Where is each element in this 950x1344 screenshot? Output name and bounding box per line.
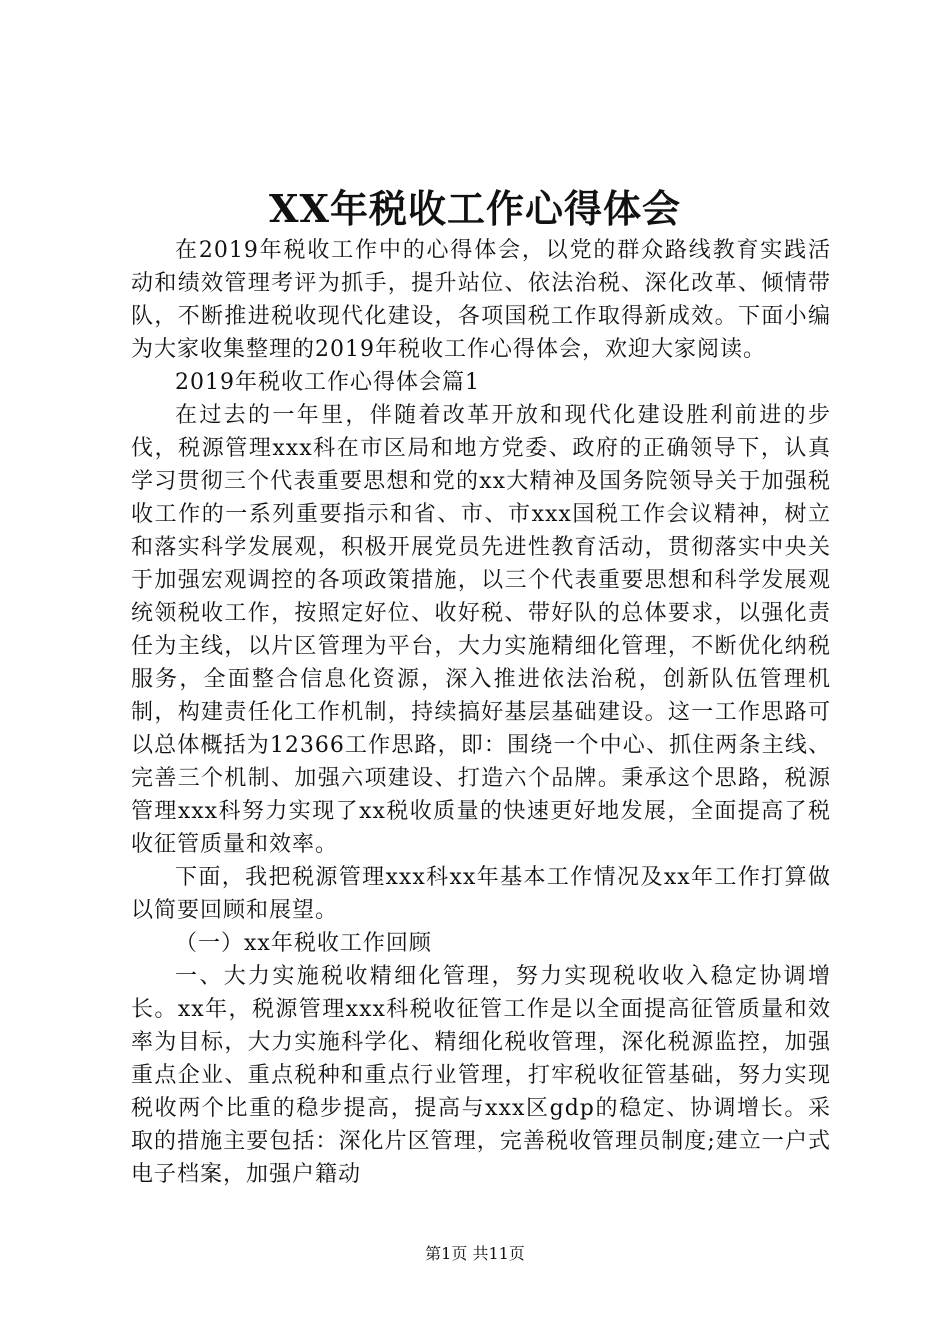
paragraph-subtitle: 2019年税收工作心得体会篇1 [175,370,480,395]
paragraph-section-one: 一、大力实施税收精细化管理，努力实现税收收入稳定协调增长。xx年，税源管理xxx科税收征管工作是以全面提高征管质量和效率为目标，大力实施科学化、精细化税收管理，深化税源监控，加强重点企业、重点税种和重点行业管理，打牢税收征管基础，努力实现税收两个比重的稳步提高，提高与xxx区gdp的稳定、协调增长。采取的措施主要包括：深化片区管理，完善税收管理员制度;建立一户式电子档案，加强户籍动 [131,964,831,1187]
document-title: XX年税收工作心得体会 [269,186,681,231]
paragraph-review-main: 在过去的一年里，伴随着改革开放和现代化建设胜利前进的步伐，税源管理xxx科在市区局和地方党委、政府的正确领导下，认真学习贯彻三个代表重要思想和党的xx大精神及国务院领导关于加强税收工作的一系列重要指示和省、市、市xxx国税工作会议精神，树立和落实科学发展观，积极开展党员先进性教育活动，贯彻落实中央关于加强宏观调控的各项政策措施，以三个代表重要思想和科学发展观统领税收工作，按照定好位、收好税、带好队的总体要求，以强化责任为主线，以片区管理为平台，大力实施精细化管理，不断优化纳税服务，全面整合信息化资源，深入推进依法治税，创新队伍管理机制，构建责任化工作机制，持续搞好基层基础建设。这一工作思路可以总体概括为12366工作思路，即：围绕一个中心、抓住两条主线、完善三个机制、加强六项建设、打造六个品牌。秉承这个思路，税源管理xxx科努力实现了xx税收质量的快速更好地发展，全面提高了税收征管质量和效率。 [131,403,831,857]
page-footer: 第1页 共11页 [425,1244,525,1263]
paragraph-intro: 在2019年税收工作中的心得体会，以党的群众路线教育实践活动和绩效管理考评为抓手，提升站位、依法治税、深化改革、倾情带队，不断推进税收现代化建设，各项国税工作取得新成效。下面小编为大家收集整理的2019年税收工作心得体会，欢迎大家阅读。 [131,238,831,362]
paragraph-outline: 下面，我把税源管理xxx科xx年基本工作情况及xx年工作打算做以简要回顾和展望。 [131,865,831,923]
paragraph-section-heading: （一）xx年税收工作回顾 [175,931,432,956]
document-body [131,234,831,1191]
